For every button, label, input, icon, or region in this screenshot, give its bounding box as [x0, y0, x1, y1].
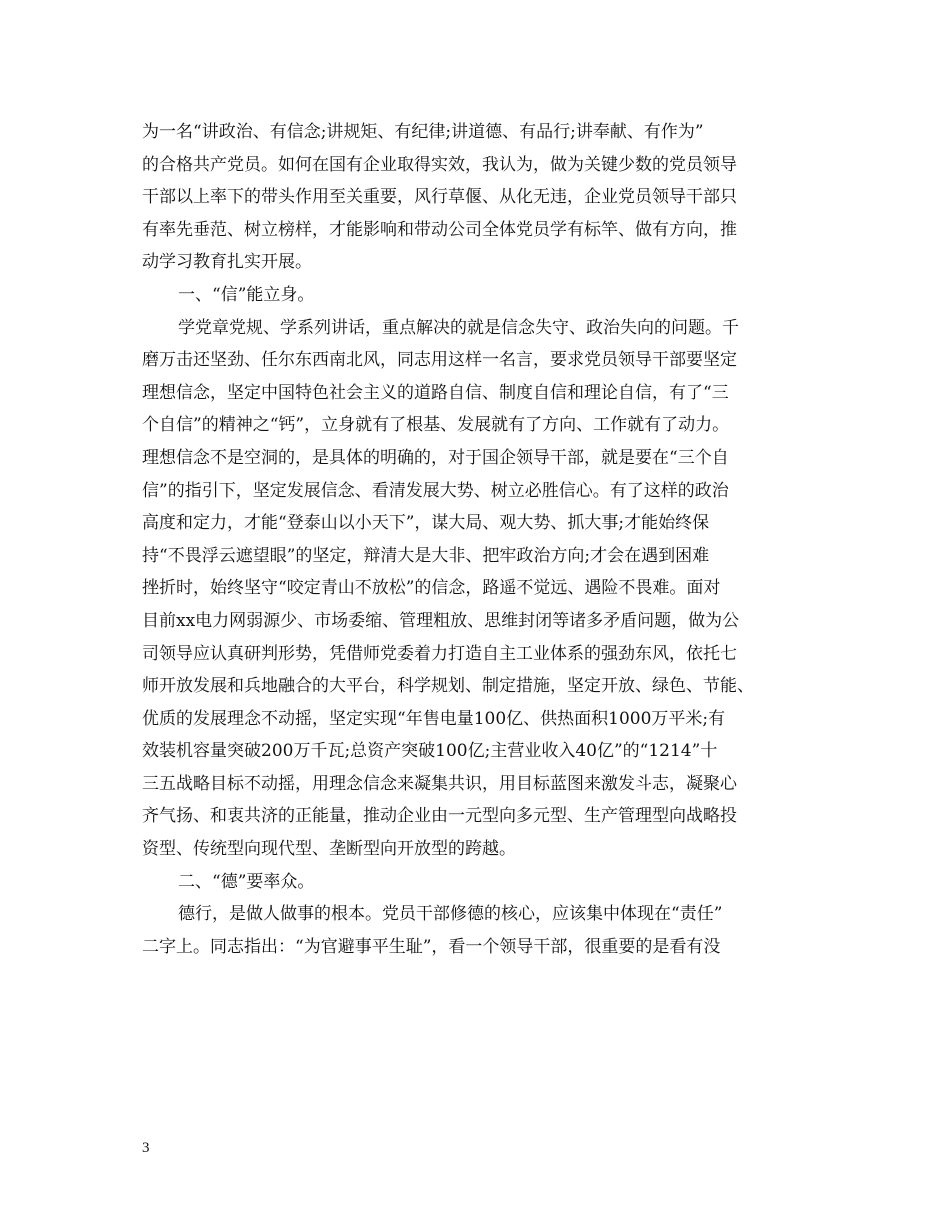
text-line: 为一名“讲政治、有信念;讲规矩、有纪律;讲道德、有品行;讲奉献、有作为”: [142, 122, 704, 142]
text-line: 动学习教育扎实开展。: [142, 252, 312, 273]
text-line: 优质的发展理念不动摇，坚定实现“年售电量100亿、供热面积1000万平米;有: [142, 708, 726, 729]
section-heading-2: 二、“德”要率众。: [178, 871, 315, 892]
text-line: 理想信念，坚定中国特色社会主义的道路自信、制度自信和理论自信，有了“三: [142, 382, 729, 403]
section-heading-1: 一、“信”能立身。: [178, 284, 315, 305]
text-line: 目前xx电力网弱源少、市场委缩、管理粗放、思维封闭等诸多矛盾问题，做为公: [142, 610, 740, 631]
paragraph-start: 学党章党规、学系列讲话，重点解决的就是信念失守、政治失向的问题。千: [178, 317, 739, 338]
text-line: 信”的指引下，坚定发展信念、看清发展大势、树立必胜信心。有了这样的政治: [142, 480, 729, 501]
text-line: 磨万击还坚劲、任尔东西南北风，同志用这样一名言，要求党员领导干部要坚定: [142, 350, 737, 371]
text-line: 有率先垂范、树立榜样，才能影响和带动公司全体党员学有标竿、做有方向，推: [142, 219, 737, 240]
text-line: 高度和定力，才能“登泰山以小天下”，谋大局、观大势、抓大事;才能始终保: [142, 513, 710, 534]
page-number: 3: [142, 1140, 150, 1156]
text-line: 师开放发展和兵地融合的大平台，科学规划、制定措施，坚定开放、绿色、节能、: [142, 676, 754, 697]
body-text: [142, 116, 814, 963]
text-line: 效装机容量突破200万千瓦;总资产突破100亿;主营业收入40亿”的“1214”十: [142, 741, 718, 762]
text-line: 二字上。同志指出：“为官避事平生耻”，看一个领导干部，很重要的是看有没: [142, 936, 721, 957]
text-line: 的合格共产党员。如何在国有企业取得实效，我认为，做为关键少数的党员领导: [142, 154, 737, 175]
text-line: 司领导应认真研判形势，凭借师党委着力打造自主工业体系的强劲东风，依托七: [142, 643, 737, 664]
text-line: 个自信”的精神之“钙”，立身就有了根基、发展就有了方向、工作就有了动力。: [142, 415, 730, 436]
text-line: 理想信念不是空洞的，是具体的明确的，对于国企领导干部，就是要在“三个自: [142, 447, 729, 468]
text-line: 齐气扬、和衷共济的正能量，推动企业由一元型向多元型、生产管理型向战略投: [142, 806, 737, 827]
paragraph-start: 德行，是做人做事的根本。党员干部修德的核心，应该集中体现在“责任”: [178, 904, 723, 925]
text-line: 持“不畏浮云遮望眼”的坚定，辩清大是大非、把牢政治方向;才会在遇到困难: [142, 545, 710, 566]
text-line: 三五战略目标不动摇，用理念信念来凝集共识，用目标蓝图来激发斗志，凝聚心: [142, 773, 737, 794]
text-line: 资型、传统型向现代型、垄断型向开放型的跨越。: [142, 839, 516, 860]
text-line: 挫折时，始终坚守“咬定青山不放松”的信念，路遥不觉远、遇险不畏难。面对: [142, 578, 721, 599]
text-line: 干部以上率下的带头作用至关重要，风行草偃、从化无违，企业党员领导干部只: [142, 187, 737, 208]
